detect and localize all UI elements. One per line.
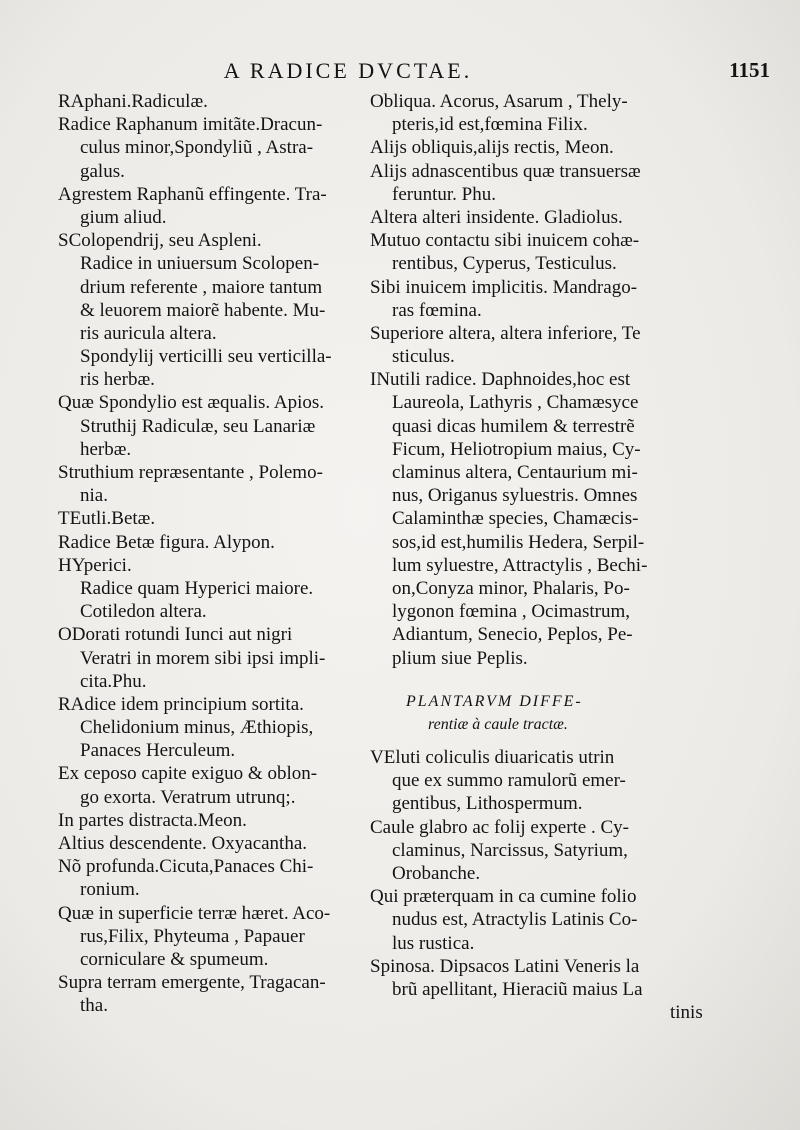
text-line: Struthĳ Radiculæ, seu Lanariæ bbox=[80, 415, 316, 437]
text-line: brũ apellitant, Hieraciũ maius La bbox=[392, 978, 643, 1000]
text-line: Radice quam Hyperici maiore. bbox=[80, 577, 314, 599]
text-line: ras fœmina. bbox=[392, 299, 482, 321]
text-line: gentibus, Lithospermum. bbox=[392, 793, 583, 815]
text-line: rus,Filix, Phyteuma , Papauer bbox=[80, 925, 305, 947]
text-line: Struthium repræsentante , Polemo- bbox=[58, 462, 323, 483]
text-line: Laureola, Lathyris , Chamæsyce bbox=[392, 392, 639, 414]
text-line: Ex ceposo capite exiguo & oblon- bbox=[58, 763, 318, 785]
text-line: RAdice idem principium sortita. bbox=[58, 693, 304, 715]
text-line: Orobanche. bbox=[392, 863, 481, 884]
text-line: Obliqua. Acorus, Asarum , Thely- bbox=[370, 91, 628, 112]
text-line: corniculare & spumeum. bbox=[80, 948, 269, 970]
text-line: drium referente , maiore tantum bbox=[80, 276, 323, 298]
text-line: tha. bbox=[80, 995, 108, 1017]
text-line: Agrestem Raphanũ effingente. Tra- bbox=[58, 183, 327, 205]
text-line: on,Conyza minor, Phalaris, Po- bbox=[392, 577, 630, 599]
text-line: sos,id est,humilis Hedera, Serpil- bbox=[392, 531, 645, 553]
text-line: lum syluestre, Attractylis , Bechi- bbox=[392, 554, 648, 576]
text-line: Superiore altera, altera inferiore, Te bbox=[370, 322, 641, 344]
text-line: Altera alteri insidente. Gladiolus. bbox=[370, 206, 623, 228]
text-line: SColopendrĳ, seu Aspleni. bbox=[58, 230, 262, 252]
text-line: Adiantum, Senecio, Peplos, Pe- bbox=[392, 624, 633, 646]
text-line: Panaces Herculeum. bbox=[80, 740, 236, 762]
text-line: quasi dicas humilem & terrestrẽ bbox=[392, 415, 635, 437]
text-line: culus minor,Spondyliũ , Astra- bbox=[80, 137, 314, 159]
text-line: herbæ. bbox=[80, 438, 132, 460]
text-line: Radice Raphanum imitãte.Dracun- bbox=[58, 114, 323, 136]
text-line: Caule glabro ac folĳ experte . Cy- bbox=[370, 816, 629, 838]
text-line: & leuorem maiorẽ habente. Mu- bbox=[80, 299, 326, 321]
text-line: Chelidonium minus, Æthiopis, bbox=[80, 717, 314, 739]
text-line: Supra terram emergente, Tragacan- bbox=[58, 972, 326, 994]
text-line: Nõ profunda.Cicuta,Panaces Chi- bbox=[58, 856, 314, 878]
text-line: RAphani.Radiculæ. bbox=[58, 91, 208, 112]
text-line: nus, Origanus syluestris. Omnes bbox=[392, 485, 638, 507]
text-line: Veratri in morem sibi ipsi impli- bbox=[80, 647, 326, 669]
text-line: galus. bbox=[80, 160, 125, 182]
text-line: Radice in uniuersum Scolopen- bbox=[80, 253, 320, 275]
text-line: ronium. bbox=[80, 879, 140, 901]
text-line: go exorta. Veratrum utrunq;. bbox=[80, 786, 296, 808]
text-line: Calaminthæ species, Chamæcis- bbox=[392, 508, 639, 530]
text-line: gium aliud. bbox=[80, 206, 167, 228]
text-line: ris herbæ. bbox=[80, 369, 155, 391]
right-column bbox=[370, 90, 703, 1024]
spacer bbox=[370, 670, 692, 690]
text-line: sticulus. bbox=[392, 346, 455, 368]
text-line: HYperici. bbox=[58, 554, 132, 576]
text-line: Alĳs obliquis,alĳs rectis, Meon. bbox=[370, 137, 614, 159]
text-line: Sibi inuicem implicitis. Mandrago- bbox=[370, 276, 638, 298]
running-header: A RADICE DVCTAE. bbox=[223, 58, 473, 83]
text-line: que ex summo ramulorũ emer- bbox=[392, 770, 626, 792]
text-line: Alĳs adnascentibus quæ transuersæ bbox=[370, 160, 641, 182]
text-line: INutili radice. Daphnoides,hoc est bbox=[370, 369, 631, 391]
text-line: Mutuo contactu sibi inuicem cohæ- bbox=[370, 230, 640, 252]
text-line: plium siue Peplis. bbox=[392, 647, 528, 669]
text-line: feruntur. Phu. bbox=[392, 183, 496, 205]
page-number: 1151 bbox=[729, 58, 770, 82]
text-line: In partes distracta.Meon. bbox=[58, 809, 247, 831]
text-line: Radice Betæ figura. Alypon. bbox=[58, 531, 275, 553]
text-line: claminus, Narcissus, Satyrium, bbox=[392, 839, 628, 861]
section-heading: PLANTARVM DIFFE- bbox=[406, 692, 583, 710]
text-line: nia. bbox=[80, 485, 108, 507]
section-subheading: rentiæ à caule tractæ. bbox=[428, 715, 568, 733]
text-line: Spinosa. Dipsacos Latini Veneris la bbox=[370, 955, 640, 977]
text-line: lus rustica. bbox=[392, 932, 475, 954]
text-line: Quæ in superficie terræ hæret. Aco- bbox=[58, 902, 331, 924]
text-line: cita.Phu. bbox=[80, 670, 147, 692]
text-line: Altius descendente. Oxyacantha. bbox=[58, 833, 308, 854]
text-line: ris auricula altera. bbox=[80, 322, 217, 344]
text-line: Qui præterquam in ca cumine folio bbox=[370, 886, 637, 908]
text-line: TEutli.Betæ. bbox=[58, 508, 156, 530]
text-line: Cotiledon altera. bbox=[80, 601, 207, 623]
text-line: Ficum, Heliotropium maius, Cy- bbox=[392, 438, 641, 460]
spacer bbox=[370, 736, 692, 746]
text-line: Quæ Spondylio est æqualis. Apios. bbox=[58, 392, 325, 414]
text-line: nudus est, Atractylis Latinis Co- bbox=[392, 909, 638, 931]
text-line: VEluti coliculis diuaricatis utrin bbox=[370, 747, 615, 769]
text-line: Spondylĳ verticilli seu verticilla- bbox=[80, 346, 332, 368]
left-column bbox=[58, 90, 372, 1018]
text-line: pteris,id est,fœmina Filix. bbox=[392, 114, 588, 136]
text-line: rentibus, Cyperus, Testiculus. bbox=[392, 253, 617, 275]
text-line: claminus altera, Centaurium mi- bbox=[392, 462, 638, 483]
text-line: tinis bbox=[670, 1002, 703, 1024]
text-line: lygonon fœmina , Ocimastrum, bbox=[392, 601, 630, 623]
text-line: ODorati rotundi Iunci aut nigri bbox=[58, 624, 293, 646]
